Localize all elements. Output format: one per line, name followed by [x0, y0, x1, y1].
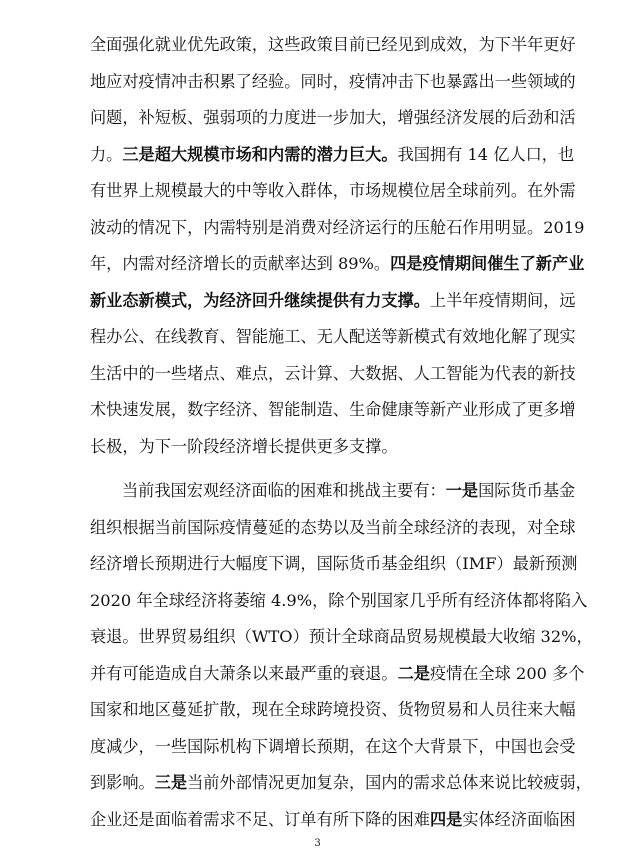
text-line — [90, 217, 585, 239]
text-segment: 并有可能造成自大萧条以来最严重的衰退。 — [90, 663, 398, 683]
text-line — [90, 809, 576, 831]
bold-text-segment: 三是超大规模市场和内需的潜力巨大。 — [122, 144, 398, 164]
text-segment: 地应对疫情冲击积累了经验。同时，疫情冲击下也暴露出一些领域的 — [90, 71, 576, 91]
text-segment: 到影响。 — [90, 773, 155, 792]
text-line — [90, 290, 576, 312]
text-segment: 国家和地区蔓延扩散，现在全球跨境投资、货物贸易和人员往来大幅 — [90, 700, 576, 719]
text-segment: 术快速发展，数字经济、智能制造、生命健康等新产业形成了更多增 — [90, 400, 576, 419]
text-segment: 全面强化就业优先政策，这些政策目前已经见到成效，为下半年更好 — [90, 35, 576, 54]
text-segment: 疫情在全球 200 多个 — [429, 663, 585, 683]
text-line — [90, 626, 593, 648]
text-segment: 有世界上规模最大的中等收入群体，市场规模位居全球前列。在外需 — [90, 181, 576, 200]
text-line — [90, 71, 576, 93]
text-segment: 程办公、在线教育、智能施工、无人配送等新模式有效地化解了现实 — [90, 327, 576, 346]
text-segment: 生活中的一些堵点、难点，云计算、大数据、人工智能为代表的新技 — [90, 363, 576, 383]
text-line — [90, 663, 585, 685]
text-line — [90, 107, 576, 129]
text-segment: 波动的情况下，内需特别是消费对经济运行的压舱石作用明显。2019 — [90, 217, 585, 237]
text-segment: 年，内需对经济增长的贡献率达到 89%。 — [90, 254, 391, 273]
text-line — [90, 772, 592, 794]
text-segment: 问题，补短板、强弱项的力度进一步加大，增强经济发展的后劲和活 — [90, 108, 576, 127]
text-line — [90, 326, 576, 348]
page-number: 3 — [314, 838, 321, 849]
text-segment: 度减少，一些国际机构下调增长预期，在这个大背景下，中国也会受 — [90, 736, 576, 756]
text-segment: 实体经济面临困 — [462, 809, 576, 829]
bold-text-segment: 四是 — [429, 809, 463, 829]
text-segment: 上半年疫情期间，远 — [429, 290, 576, 310]
text-segment: 国际货币基金 — [478, 481, 576, 500]
text-line — [90, 180, 576, 202]
text-segment: 当前外部情况更加复杂，国内的需求总体来说比较疲弱， — [187, 773, 592, 792]
text-segment: 当前我国宏观经济面临的困难和挑战主要有： — [122, 481, 446, 500]
text-segment: 经济增长预期进行大幅度下调，国际货币基金组织（IMF）最新预测 — [90, 554, 578, 573]
text-line — [90, 399, 576, 421]
bold-text-segment: 二是 — [397, 663, 430, 683]
bold-text-segment: 四是疫情期间催生了新产业 — [390, 254, 585, 273]
text-segment: 企业还是面临着需求不足、订单有所下降的困难 — [90, 809, 430, 829]
text-line — [90, 699, 576, 721]
text-line — [90, 34, 576, 56]
text-segment: 我国拥有 14 亿人口，也 — [397, 144, 575, 164]
text-segment: 长极，为下一阶段经济增长提供更多支撑。 — [90, 436, 398, 456]
bold-text-segment: 三是 — [154, 773, 188, 792]
text-segment: 力。 — [90, 144, 123, 164]
text-line — [90, 517, 576, 539]
text-segment: 衰退。世界贸易组织（WTO）预计全球商品贸易规模最大收缩 32%， — [90, 627, 593, 646]
text-line — [90, 590, 588, 612]
text-line — [90, 736, 576, 758]
text-line — [90, 144, 575, 166]
text-segment: 2020 年全球经济将萎缩 4.9%，除个别国家几乎所有经济体都将陷入 — [90, 590, 588, 610]
bold-text-segment: 新业态新模式，为经济回升继续提供有力支撑。 — [90, 290, 430, 310]
bold-text-segment: 一是 — [445, 481, 479, 500]
text-line — [122, 480, 576, 502]
text-line — [90, 436, 545, 458]
text-line — [90, 363, 576, 385]
text-segment: 组织根据当前国际疫情蔓延的态势以及当前全球经济的表现，对全球 — [90, 517, 576, 537]
text-line — [90, 553, 578, 575]
text-line — [90, 253, 585, 275]
